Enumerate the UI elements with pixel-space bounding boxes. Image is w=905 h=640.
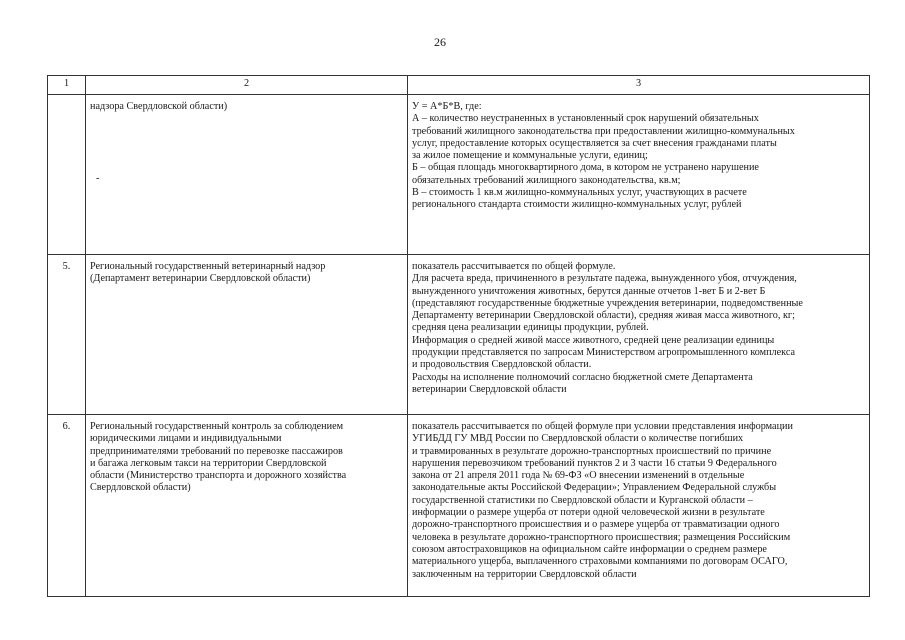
text-line: дорожно-транспортного происшествия и о размере ущерба от травматизации одного (412, 519, 780, 531)
text-line: обязательных требований жилищного законодательства, кв.м; (412, 174, 681, 186)
text-line: У = А*Б*В, где: (412, 101, 482, 112)
text-line: нарушения перевозчиком требований пунктов 2 и 3 части 16 статьи 9 Федерального (412, 457, 777, 469)
text-line: услуг, предоставление которых осуществляется за счет внесения гражданами платы (412, 137, 777, 149)
dash-mark: - (96, 173, 100, 185)
text-line: (представляют государственные бюджетные учреждения ветеринарии, подведомственные (412, 297, 803, 309)
header-col-2: 2 (86, 76, 408, 95)
text-line: материального ущерба, выплаченного страховыми компаниями по договорам ОСАГО, (412, 556, 788, 568)
text-line: области (Министерство транспорта и дорожного хозяйства (90, 470, 347, 482)
text-line: Свердловской области) (90, 482, 191, 494)
text-line: закона от 21 апреля 2011 года № 69-ФЗ «О внесении изменений в отдельные (412, 470, 745, 482)
text-line: вынужденного уничтожения животных, берутся данные отчетов 1-вет Б и 2-вет Б (412, 285, 766, 297)
table-row (48, 415, 870, 597)
text-line: Департаменту ветеринарии Свердловской области), средняя живая масса животного, кг; (412, 310, 795, 322)
text-line: заключенным на территории Свердловской области (412, 568, 637, 580)
text-line: Для расчета вреда, причиненного в результате падежа, вынужденного убоя, отчуждения, (412, 273, 797, 285)
text-line: и травмированных в результате дорожно-транспортных происшествий по причине (412, 445, 772, 457)
text-line: А – количество неустраненных в установленный срок нарушений обязательных (412, 113, 759, 125)
text-line: надзора Свердловской области) (90, 101, 228, 112)
text-line: Региональный государственный ветеринарный надзор (90, 261, 326, 272)
row-organization (86, 415, 408, 597)
text-line: показатель рассчитывается по общей формуле при условии представления информации (412, 421, 793, 432)
text-line: (Департамент ветеринарии Свердловской области) (90, 273, 311, 285)
header-col-1: 1 (48, 76, 86, 95)
row-description (408, 255, 870, 415)
text-line: ветеринарии Свердловской области (412, 383, 567, 395)
document-table (47, 75, 870, 597)
row-number: 5. (48, 255, 86, 415)
text-line: В – стоимость 1 кв.м жилищно-коммунальных услуг, участвующих в расчете (412, 187, 747, 199)
text-line: человека в результате дорожно-транспортного происшествия; размещения Российским (412, 531, 791, 543)
text-line: и продовольствия Свердловской области. (412, 359, 592, 371)
table-row (48, 255, 870, 415)
text-line: требований жилищного законодательства при предоставлении жилищно-коммунальных (412, 125, 795, 137)
text-line: Информация о средней живой массе животного, средней цене реализации единицы (412, 334, 775, 346)
text-line: показатель рассчитывается по общей формуле. (412, 261, 616, 272)
text-line: регионального стандарта стоимости жилищно-коммунальных услуг, рублей (412, 199, 742, 211)
text-line: информации о размере ущерба от потери одной человеческой жизни в результате (412, 507, 765, 519)
row-organization (86, 255, 408, 415)
row-organization (86, 95, 408, 255)
text-line: юридическими лицами и индивидуальными (90, 433, 282, 445)
page-number: 26 (434, 35, 446, 49)
text-line: и багажа легковым такси на территории Свердловской (90, 457, 327, 469)
table-header-row (48, 76, 870, 95)
text-line: средняя цена реализации единицы продукции, рублей. (412, 322, 649, 334)
text-line: законодательные акты Российской Федерации»; Управлением Федеральной службы (412, 482, 777, 494)
text-line: предпринимателями требований по перевозке пассажиров (90, 445, 343, 457)
text-line: УГИБДД ГУ МВД России по Свердловской области о количестве погибших (412, 433, 744, 445)
row-number (48, 95, 86, 255)
table-row (48, 95, 870, 255)
text-line: Расходы на исполнение полномочий согласно бюджетной смете Департамента (412, 371, 753, 383)
row-number: 6. (48, 415, 86, 597)
text-line: союзом автостраховщиков на официальном сайте информации о среднем размере (412, 543, 767, 555)
text-line: Б – общая площадь многоквартирного дома, в котором не устранено нарушение (412, 162, 759, 174)
text-line: государственной статистики по Свердловской области и Курганской области – (412, 494, 753, 506)
text-line: за жилое помещение и коммунальные услуги, единиц; (412, 150, 648, 162)
text-line: Региональный государственный контроль за соблюдением (90, 421, 344, 432)
row-description (408, 95, 870, 255)
text-line: продукции представляется по запросам Министерством агропромышленного комплекса (412, 347, 796, 359)
header-col-3: 3 (408, 76, 870, 95)
row-description (408, 415, 870, 597)
